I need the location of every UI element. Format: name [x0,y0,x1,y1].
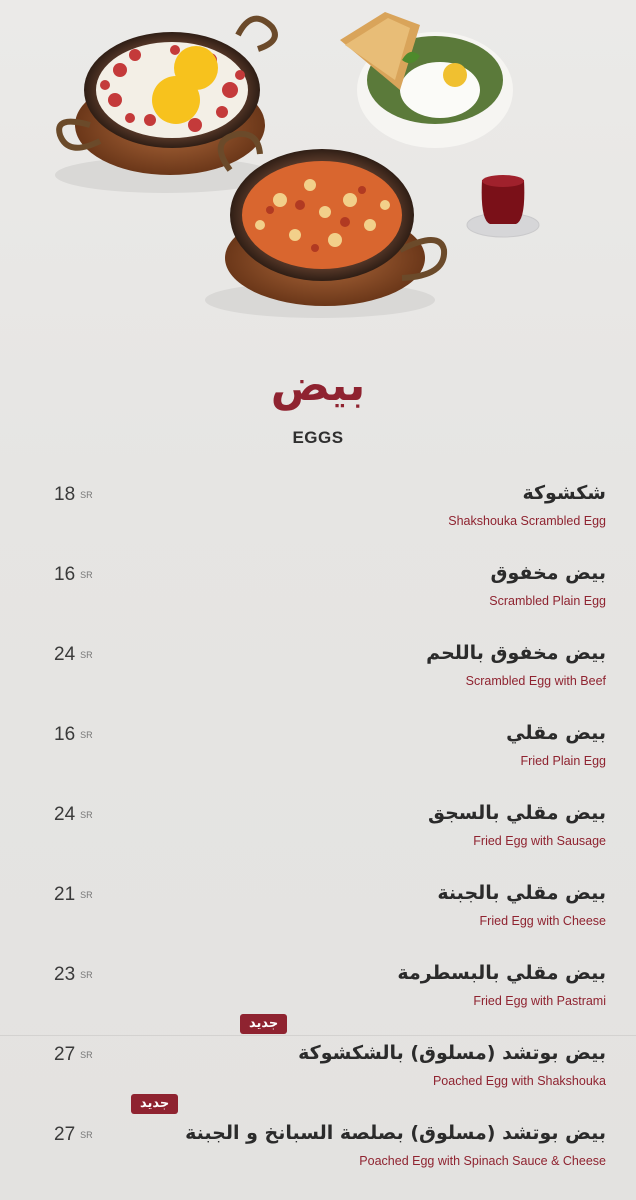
currency-label: SR [80,969,93,980]
section-title-arabic: بيض [270,360,366,411]
menu-item[interactable] [0,1016,636,1116]
item-name-arabic: بيض بوتشد (مسلوق) بالشكشوكة [298,1042,606,1064]
item-price [54,884,93,906]
currency-label: SR [80,889,93,900]
item-price [54,724,93,746]
item-name-arabic: شكشوكة [522,482,606,504]
price-value: 16 [54,564,76,585]
new-badge: جديد [240,1014,287,1034]
menu-item[interactable] [0,716,636,796]
price-value: 24 [54,644,76,665]
currency-label: SR [80,1049,93,1060]
menu-item[interactable] [0,476,636,556]
item-name-english: Scrambled Plain Egg [489,594,606,608]
item-name-english: Poached Egg with Spinach Sauce & Cheese [359,1154,606,1168]
shakshouka-pan [221,134,444,306]
price-value: 16 [54,724,76,745]
item-price [54,1124,93,1146]
item-price [54,484,93,506]
price-value: 27 [54,1124,76,1145]
menu-item[interactable] [0,1096,636,1196]
currency-label: SR [80,1129,93,1140]
item-name-arabic: بيض مقلي بالبسطرمة [397,962,606,984]
menu-item[interactable] [0,956,636,1036]
price-value: 27 [54,1044,76,1065]
price-value: 18 [54,484,76,505]
menu-item[interactable] [0,556,636,636]
item-name-english: Fried Plain Egg [520,754,606,768]
price-value: 24 [54,804,76,825]
hero-food-image [0,0,636,330]
menu-item[interactable] [0,796,636,876]
item-name-arabic: بيض مقلي بالجبنة [437,882,606,904]
menu-item[interactable] [0,636,636,716]
fried-egg-pan [59,19,275,175]
tea-glass [467,175,539,237]
currency-label: SR [80,809,93,820]
currency-label: SR [80,569,93,580]
item-name-english: Scrambled Egg with Beef [465,674,606,688]
item-name-english: Poached Egg with Shakshouka [432,1074,606,1088]
menu-item[interactable] [0,876,636,956]
currency-label: SR [80,729,93,740]
price-value: 21 [54,884,76,905]
item-name-english: Fried Egg with Pastrami [473,994,606,1008]
item-name-arabic: بيض بوتشد (مسلوق) بصلصة السبانخ و الجبنة [185,1122,606,1144]
item-name-arabic: بيض مقلي [506,722,606,744]
item-name-arabic: بيض مقلي بالسجق [427,802,606,824]
item-price [54,564,93,586]
currency-label: SR [80,649,93,660]
item-price [54,804,93,826]
item-price [54,644,93,666]
item-price [54,964,93,986]
item-name-english: Fried Egg with Sausage [473,834,606,848]
poached-egg-bowl [340,12,513,148]
item-name-english: Shakshouka Scrambled Egg [448,514,606,528]
item-name-english: Fried Egg with Cheese [479,914,606,928]
price-value: 23 [54,964,76,985]
item-name-arabic: بيض مخفوق [490,562,606,584]
currency-label: SR [80,489,93,500]
item-name-arabic: بيض مخفوق باللحم [426,642,606,664]
egg-dishes-illustration [0,0,636,330]
item-price [54,1044,93,1066]
new-badge: جديد [131,1094,178,1114]
section-title-english: EGGS [292,428,344,447]
